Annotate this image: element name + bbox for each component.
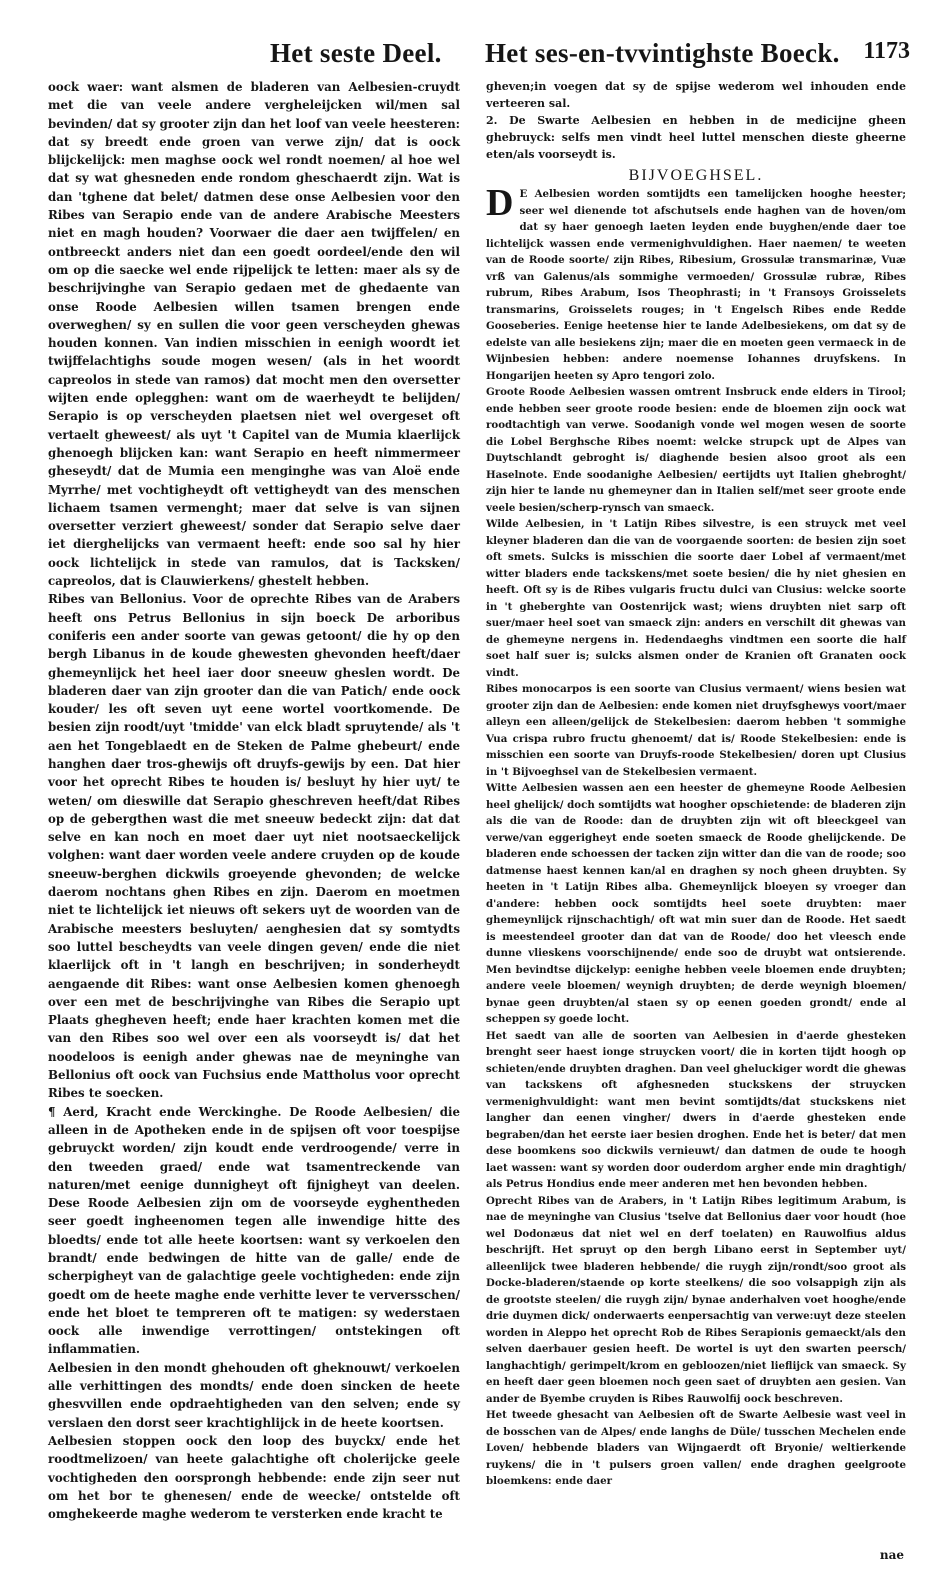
right-paragraph-8: Het saedt van alle de soorten van Aelbesien in d'aerde ghesteken brenght seer haest ionge struycken voort/ die in korten tijdt hoogh op schieten/ende druybten draghen. Dan veel gheluckiger wordt die ghewas van tackskens oft afghesneden stuckskens der struycken vermenighvuldight: want men bevint somtijdts/dat stuckskens niet langher dan eenen vingher/ dwers in d'aerde ghesteken ende begraben/dan het eerste iaer besien droghen. Ende het is beter/ dat men dese boomkens soo dickwils vernieuwt/ dan datmen de oude te hoogh laet wassen: want sy worden door ouderdom argher ende min draghtigh/ als Petrus Hondius ende meer anderen met hen bevonden hebben.	[486, 1029, 906, 1191]
book-title: Het ses-en-tvvintighste Boeck.	[485, 38, 840, 68]
right-column	[486, 78, 906, 1490]
right-paragraph-1: gheven;in voegen dat sy de spijse wederom wel inhouden ende verteeren sal.	[486, 80, 906, 111]
right-paragraph-2: 2. De Swarte Aelbesien en hebben in de medicijne gheen ghebruyck: selfs men vindt heel luttel menschen dieste gheerne eten/als voorseydt is.	[486, 114, 906, 162]
page-header	[270, 34, 910, 78]
left-paragraph-4: Aelbesien in den mondt ghehouden oft gheknouwt/ verkoelen alle verhittingen des mondts/ ende doen sincken de heete ghesvvillen ende opdraehtigheden van den selven; ende sy verslaen den dorst seer krachtighlijck in de heete koortsen.	[48, 1360, 460, 1430]
part-title: Het seste Deel.	[270, 38, 442, 68]
left-paragraph-2: Ribes van Bellonius. Voor de oprechte Ribes van de Arabers heeft ons Petrus Bellonius in sijn boeck De arboribus coniferis een ander soorte van gewas getoont/ die hy op den bergh Libanus in de koude ghewesten ghevonden heeft/daer ghemeynlijck het heel iaer door sneeuw gheslen wordt. De bladeren daer van zijn grooter dan die van Patich/ ende oock kouder/ les oft seven uyt eene wortel voortkomende. De besien zijn roodt/uyt 'tmidde' van elck bladt spruytende/ als 't aen het Tongeblaedt en de Steken de Palme ghebeurt/ ende hanghen daer tros-ghewijs oft druyfs-gewijs by een. Dat hier voor het oprecht Ribes te houden is/ besluyt hy hier uyt/ te weten/ om dieswille dat Serapio gheschreven heeft/dat Ribes op de gebergthen wast die met sneeuw bedeckt zijn: dat dat selve en kan noch en moet daer uyt niet nootsaeckelijck volghen: want daer worden veele andere cruyden op de koude sneeuw-berghen dickwils groeyende ghevonden; de welcke daerom nochtans ghen Ribes en zijn. Daerom en moetmen niet te lichtelijck iet nieuws oft sekers uyt de woorden van de Arabische meesters besluyten/ aenghesien dat sy somtydts soo luttel bescheydts van veele dingen geven/ ende die niet klaerlijck oft in 't langh en beschrijven; in sonderheydt aengaende dit Ribes: want onse Aelbesien komen ghenoegh over een met de beschrijvinghe van Ribes die Serapio upt Plaats ghegheven heeft; ende haer krachten komen met die van den Ribes soo wel over een als voorseydt is/ dat het noodeloos is eenigh ander ghewas nae de meyninghe van Bellonius oft oock van Fuchsius ende Mattholus voor oprecht Ribes te soecken.	[48, 592, 460, 1101]
page-number: 1173	[863, 38, 910, 64]
right-paragraph-7: Witte Aelbesien wassen aen een heester de ghemeyne Roode Aelbesien heel ghelijck/ doch somtijdts wat hoogher opschietende: de bladeren zijn als die van de Roode: dan de druybten zijn wit oft bleeckgeel van verwe/van eggerigheyt ende soeten smaeck de Roode ghelijckende. De bladeren ende schoessen der tacken zijn witter dan die van de roode; soo datmense haest kennen kan/al en draghen sy noch gheen druybten. Sy heeten in 't Latijn Ribes alba. Ghemeynlijck bloeyen sy vroeger dan d'andere: hebben oock somtijdts heel soete druybten: maer ghemeynlijck rijnschachtigh/ oft wat min suer dan de Roode. Het saedt is meestendeel grooter dan dat van de Roode/ doo het vleesch ende dunne vlieskens voorschijnende/ ende soo de druybt wat ontsierende. Men bevindtse dijckelyp: eenighe hebben veele bloemen ende druybten; andere veele bloemen/ weynigh druybten; de derde weynigh bloemen/ bynae geen druybten/al staen sy op eenen goeden grondt/ ende al scheppen sy goede locht.	[486, 782, 906, 1026]
right-paragraph-10: Het tweede ghesacht van Aelbesien oft de Swarte Aelbesie wast veel in de bosschen van de Alpes/ ende langhs de Düle/ tusschen Mechelen ende Loven/ hebbende bladers van Wijngaerdt oft Bryonie/ weltierkende ruykens/ die in 't pulsers groen vallen/ ende draghen geelgroote bloemkens: ende daer	[486, 1409, 906, 1488]
left-column	[48, 78, 460, 1523]
right-paragraph-9: Oprecht Ribes van de Arabers, in 't Latijn Ribes legitimum Arabum, is nae de meyninghe van Clusius 'tselve dat Bellonius daer voor houdt (hoe wel Dodonæus dat niet wel en derf toelaten) en Rauwolfius aldus beschrijft. Het spruyt op den bergh Libano eerst in September uyt/ alleenlijck twee bladeren hebbende/ die ruygh zijn/rondt/soo groot als Docke-bladeren/staende op korte steelkens/ die soo volsappigh zijn als de grootste steelen/ die ruygh zijn/ bynae anderhalven voet hooghe/ende drie duymen dick/ onderwaerts eenpersachtig van verwe:uyt deze steelen worden in Aleppo het oprecht Rob de Ribes Serapionis gemaeckt/als den selven daerbauer gesien heeft. De wortel is uyt den swarten peersch/ langhachtigh/ gerimpelt/krom en gebloozen/niet lieflijck van smaeck. Sy en heeft daer geen bloemen noch geen saet of druybten aen gesien. Van ander de Byembe cruyden is Ribes Rauwolfij oock beschreven.	[486, 1194, 906, 1405]
catchword: nae	[879, 1548, 904, 1562]
right-paragraph-3-text: E Aelbesien worden somtijdts een tamelijcken hooghe heester; seer wel dienende tot afschutsels ende haghen van de hoven/om dat sy haer genoegh laeten leyden ende buyghen/ende daer toe lichtelijck wassen ende vermenighvuldighen. Haer naemen/ te weeten van de Roode soorte/ zijn Ribes, Ribesium, Grossulæ transmarinæ, Vuæ vrß van Galenus/als sommighe vermoeden/ Grossulæ rubræ, Ribes rubrum, Ribes Arabum, Isos Theophrasti; in 't Fransoys Groisselets transmarins, Groisselets rouges; in 't Engelsch Ribes ende Redde Gooseberies. Eenige heetense hier te lande Adelbesiekens, om dat sy de edelste van alle besiekens zijn; maer die en moeten geen vermaeck in de Wijnbesien hebben: andere noemense Iohannes druyfskens. In Hongarijen heeten sy Apro tengori zolo.	[486, 188, 906, 382]
left-paragraph-5: Aelbesien stoppen oock den loop des buyckx/ ende het roodtmelizoen/ van heete galachtighe oft cholerijcke geele vochtigheden den oorsprongh hebbende: ende zijn seer nut om het bor te ghenesen/ ende de weecke/ ontstelde oft omghekeerde maghe wederom te versterken ende kracht te	[48, 1433, 460, 1522]
right-paragraph-5: Wilde Aelbesien, in 't Latijn Ribes silvestre, is een struyck met veel kleyner bladeren dan die van de voorgaende soorten: de besien zijn soet oft smets. Sulcks is misschien die soorte daer Lobel af vermaent/met witter bladers ende tackskens/met soete besien/ die hy niet ghesien en heeft. Oft sy is de Ribes vulgaris fructu dulci van Clusius: welcke soorte in 't gheberghte van Oostenrijck wast; wiens druybten niet sarp oft suer/maer heel soet van smaeck zijn: anders en verschilt dit ghewas van de ghemeyne nergens in. Hedendaeghs vindtmen een soorte die half soet half suer is; sulcks alsmen onder de Kranien oft Granaten oock vindt.	[486, 518, 906, 679]
right-paragraph-6: Ribes monocarpos is een soorte van Clusius vermaent/ wiens besien wat grooter zijn dan de Aelbesien: ende komen niet druyfsghewys voort/maer alleyn een alleen/gelijck de Stekelbesien: daerom hebben 't sommighe Vua crispa rubro fructu ghenoemt/ dat is/ Roode Stekelbesien: ende is misschien een soorte van Druyfs-roode Stekelbesien/ doren upt Clusius in 't Bijvoeghsel van de Stekelbesien vermaent.	[486, 683, 906, 778]
right-paragraph-4: Groote Roode Aelbesien wassen omtrent Insbruck ende elders in Tirool; ende hebben seer groote roode besien: ende de bloemen zijn oock wat roodtachtigh van verwe. Soodanigh vonde wel mogen wesen de soorte die Lobel Berghsche Ribes noemt: welcke strupck upt de Alpes van Duytschlandt gebroght is/ diaghende besien alsoo groot als een Haselnote. Ende soodanighe Aelbesien/ eertijdts uyt Italien ghebroght/ zijn hier te lande nu ghemeyner dan in Italien self/met seer groote ende veele besien/scherp-rynsch van smaeck.	[486, 386, 906, 514]
left-paragraph-3: ¶ Aerd, Kracht ende Werckinghe. De Roode Aelbesien/ die alleen in de Apotheken ende in de spijsen oft voor toespijse gebruyckt worden/ zijn koudt ende verdroogende/ verre in den tweeden graed/ ende wat tsamentreckende van naturen/met eenige dunnigheyt oft fijnigheyt van deelen. Dese Roode Aelbesien zijn om de voorseyde eyghentheden seer goedt ingheenomen tegen alle inwendige hitte des bloedts/ ende tot alle heete koortsen: want sy verkoelen den brandt/ ende bedwingen de hitte van de galle/ ende de scherpigheyt van de galachtige geele vochtigheden: ende zijn goedt om de heete maghe ende verhitte lever te verversschen/ ende het bloet te tempreren oft te matigen: sy wederstaen oock alle inwendige verrottingen/ ontstekingen oft inflammatien.	[48, 1104, 460, 1357]
drop-cap: D	[486, 182, 514, 225]
right-paragraph-3	[486, 182, 906, 384]
left-paragraph-1: oock waer: want alsmen de bladeren van Aelbesien-cruydt met die van veele andere vergheleijcken wil/men sal bevinden/ dat sy grooter zijn dan het loof van veele heesteren: dat sy breedt ende groen van verwe zijn/ dat is oock blijckelijck: men maghse oock wel rondt noemen/ al hoe wel dat sy wat ghesneden ende rondom gheschaerdt zijn. Wat is dan 'tghene dat belet/ datmen dese onse Aelbesien voor den Ribes van Serapio ende van de andere Arabische Meesters niet en magh houden? Voorwaer die daer aen twijffelen/ en ontbreeckt anders niet dan een goedt oordeel/ende den wil om op die saecke wel ende rijpelijck te letten: maer als sy de beschrijvinghe van Serapio gedaen met de ghedaente van onse Roode Aelbesien willen tsamen brengen ende overweghen/ sy en sullen die voor geen verscheyden ghewas houden konnen. Van indien misschien in eenigh woordt iet twijffelachtighs soude mogen wesen/ (als in het woordt capreolos in stede van ramos) dat mocht men den oversetter wijten ende oplegghen: want om de waerheydt te belijden/ Serapio is op verscheyden plaetsen niet wel overgeset oft vertaelt gheweest/ als uyt 't Capitel van de Mumia klaerlijck ghenoegh blijcken kan: want Serapio en heeft nimmermeer gheseydt/ dat de Mumia een menginghe was van Aloë ende Myrrhe/ met vochtigheydt oft vettigheydt van des menschen lichaem tsamen vermenght; maer dat selve is van sijnen oversetter verziert gheweest/ sonder dat Serapio selve daer iet dierghelijcks van vermaent heeft: ende soo sal hy hier oock lichtelijck in stede van ramulos, dat is Tacksken/ capreolos, dat is Clauwierkens/ ghestelt hebben.	[48, 80, 460, 589]
section-heading: BIJVOEGHSEL.	[628, 167, 764, 185]
